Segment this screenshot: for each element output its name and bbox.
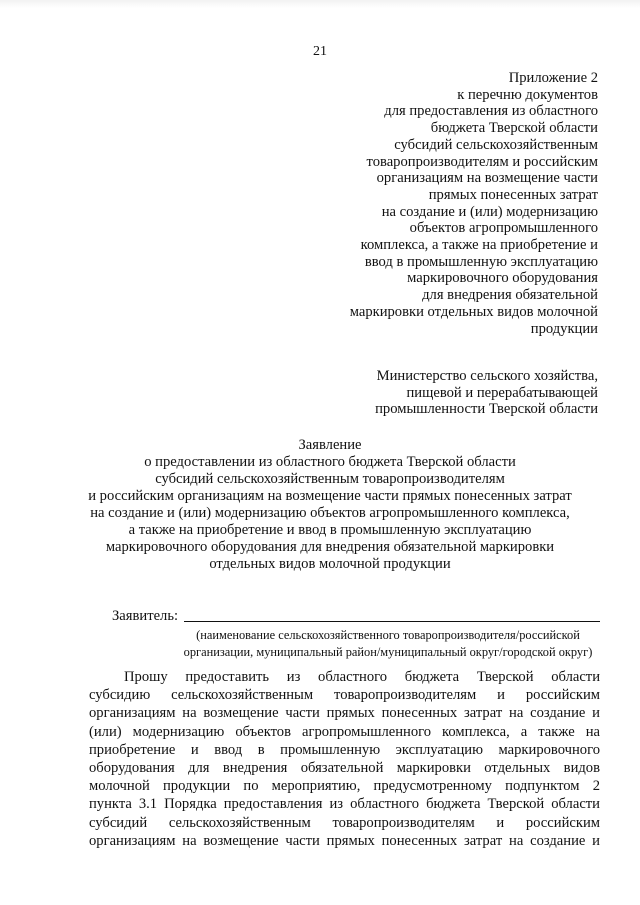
paragraph-line: Прошу предоставить из областного бюджета Тверской области	[124, 669, 600, 685]
appendix-line: на создание и (или) модернизацию	[381, 203, 598, 220]
paragraph-line: (или) модернизацию объектов агропромышленного комплекса, а также на	[89, 723, 600, 740]
appendix-line: субсидий сельскохозяйственным	[394, 136, 598, 153]
paragraph-line: субсидию сельскохозяйственным товаропроизводителям и российским	[89, 687, 600, 704]
request-paragraph	[89, 668, 600, 850]
statement-line: отдельных видов молочной продукции	[209, 556, 451, 572]
statement-title: Заявление	[298, 437, 362, 453]
appendix-line: для предоставления из областного	[384, 103, 598, 120]
statement-line: и российским организациям на возмещение части прямых понесенных затрат	[88, 488, 572, 504]
appendix-line: объектов агропромышленного	[409, 220, 598, 237]
paragraph-line: пункта 3.1 Порядка предоставления из областного бюджета Тверской области	[89, 796, 600, 813]
paragraph-line: молочной продукции по мероприятию, предусмотренному подпунктом 2	[89, 778, 600, 795]
statement-line: субсидий сельскохозяйственным товаропроизводителям	[155, 471, 505, 487]
appendix-line: бюджета Тверской области	[430, 120, 598, 137]
paragraph-line: организациям на возмещение части прямых понесенных затрат на создание и	[89, 832, 600, 849]
applicant-field	[112, 608, 600, 661]
statement-line: маркировочного оборудования для внедрения обязательной маркировки	[105, 539, 555, 555]
appendix-line: товаропроизводителям и российским	[366, 153, 598, 170]
addressee-line: пищевой и перерабатывающей	[406, 384, 598, 401]
applicant-blank-line[interactable]	[184, 608, 600, 622]
applicant-hint-line: (наименование сельскохозяйственного товаропроизводителя/российской	[196, 628, 580, 642]
applicant-hint-line: организации, муниципальный район/муниципальный округ/городской округ)	[183, 645, 593, 659]
paragraph-line: субсидий сельскохозяйственным товаропроизводителям и российским	[89, 814, 600, 831]
scan-edge	[0, 0, 640, 8]
addressee-line: промышленности Тверской области	[375, 401, 598, 418]
appendix-line: Приложение 2	[508, 70, 598, 86]
addressee-line: Министерство сельского хозяйства,	[376, 368, 598, 384]
appendix-header	[298, 70, 598, 337]
appendix-line: маркировочного оборудования	[407, 270, 598, 287]
paragraph-line: оборудования для внедрения обязательной маркировки отдельных видов	[89, 760, 600, 777]
appendix-line: к перечню документов	[457, 86, 598, 103]
statement-heading	[60, 437, 600, 573]
statement-line: о предоставлении из областного бюджета Тверской области	[144, 454, 516, 470]
appendix-line: прямых понесенных затрат	[428, 186, 598, 203]
page-number: 21	[313, 44, 327, 59]
appendix-line: комплекса, а также на приобретение и	[360, 237, 598, 254]
applicant-hint	[112, 627, 600, 661]
addressee-block	[298, 368, 598, 418]
statement-line: а также на приобретение и ввод в промышленную эксплуатацию	[128, 522, 532, 538]
appendix-line: организациям на возмещение части	[376, 170, 598, 187]
applicant-label: Заявитель:	[112, 608, 179, 624]
appendix-line: ввод в промышленную эксплуатацию	[364, 253, 598, 270]
paragraph-line: приобретение и ввод в промышленную эксплуатацию маркировочного	[89, 741, 600, 758]
statement-line: на создание и (или) модернизацию объектов агропромышленного комплекса,	[90, 505, 570, 521]
appendix-line: маркировки отдельных видов молочной	[349, 303, 598, 320]
appendix-line: для внедрения обязательной	[422, 287, 598, 304]
paragraph-line: организациям на возмещение части прямых понесенных затрат на создание и	[89, 705, 600, 722]
appendix-line: продукции	[530, 320, 598, 337]
